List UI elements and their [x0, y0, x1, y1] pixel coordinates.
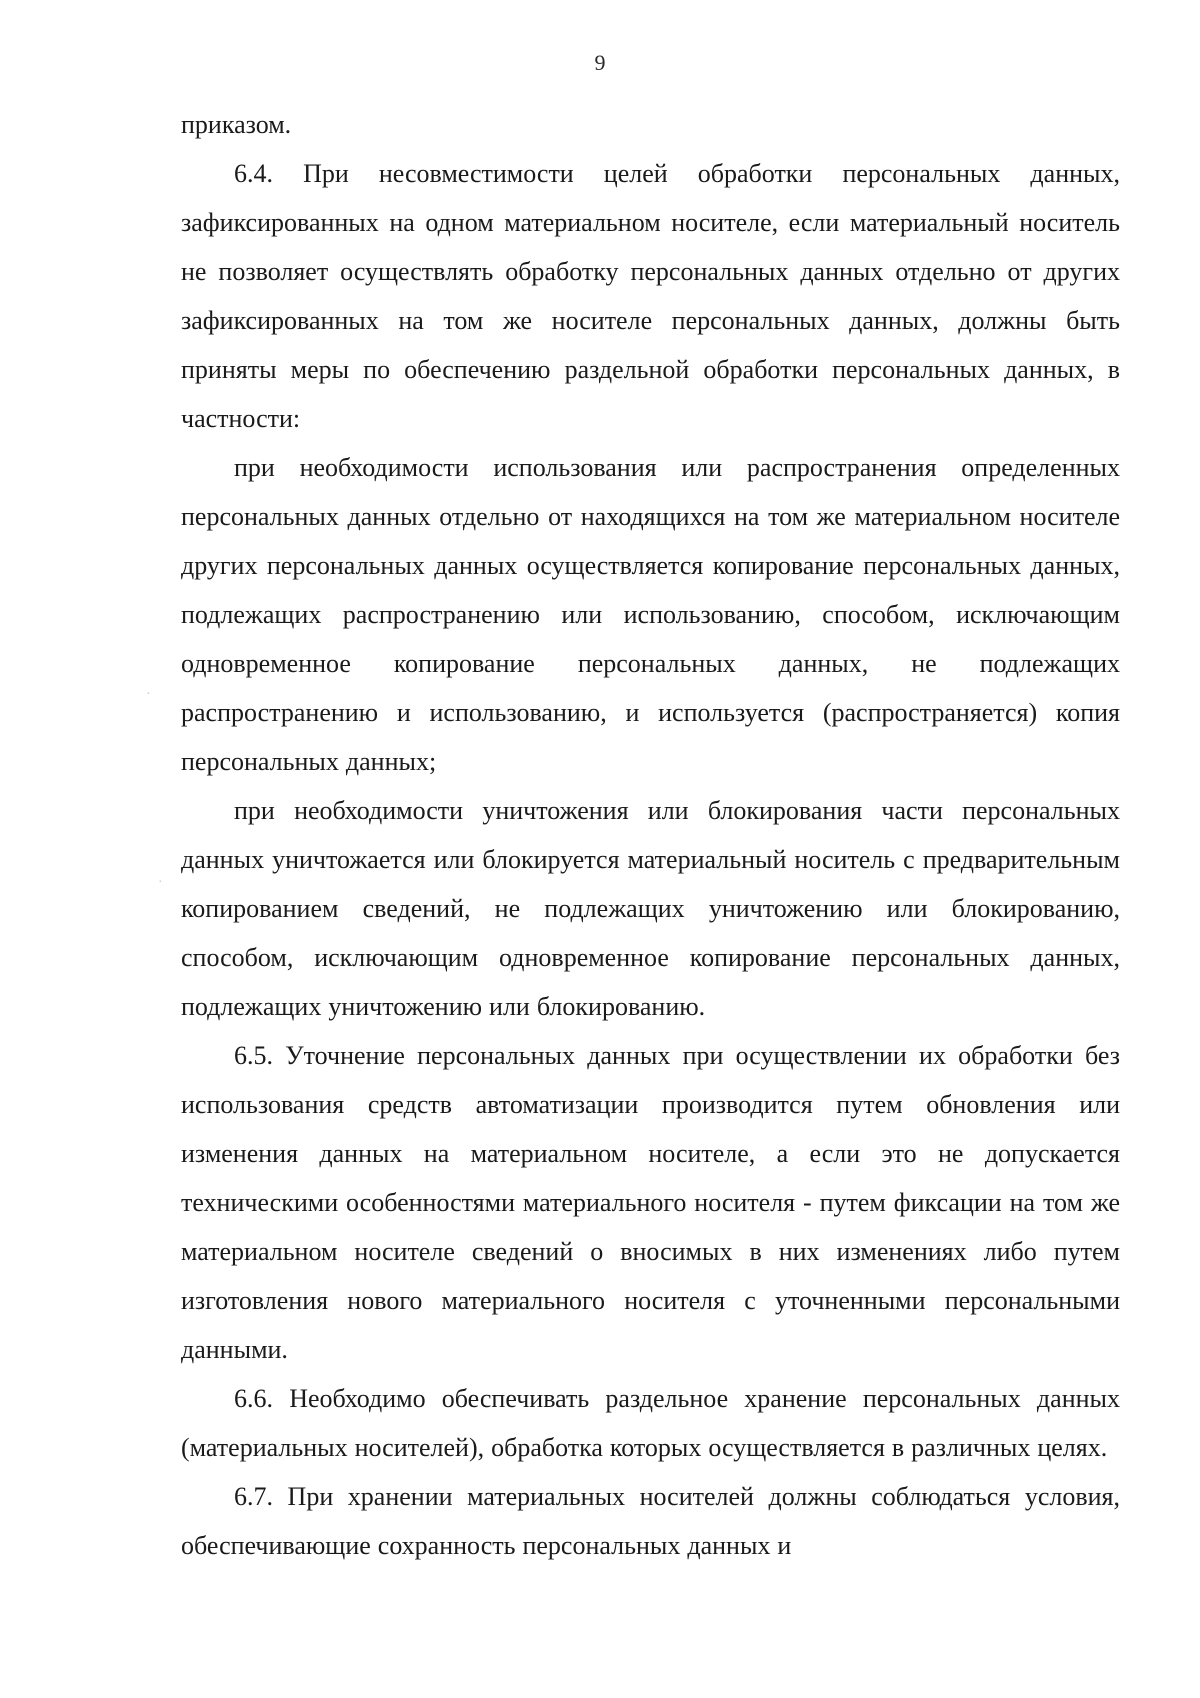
- document-body: [181, 100, 1120, 1570]
- paragraph-6-7: 6.7. При хранении материальных носителей должны соблюдаться условия, обеспечивающие сохранность персональных данных и: [181, 1482, 1120, 1560]
- page-number: 9: [594, 50, 606, 75]
- scan-artifact: ·: [158, 875, 163, 890]
- paragraph-6-4-item-2: при необходимости уничтожения или блокирования части персональных данных уничтожается или блокируется материальный носитель с предварительным копированием сведений, не подлежащих уничтожению или блокированию, способом, исключающим одновременное копирование персональных данных, подлежащих уничтожению или блокированию.: [181, 796, 1120, 1021]
- paragraph-continuation: приказом.: [181, 110, 292, 139]
- paragraph-6-4: 6.4. При несовместимости целей обработки персональных данных, зафиксированных на одном материальном носителе, если материальный носитель не позволяет осуществлять обработку персональных данных отдельно от других зафиксированных на том же носителе персональных данных, должны быть приняты меры по обеспечению раздельной обработки персональных данных, в частности:: [181, 159, 1120, 433]
- scan-artifact: ·: [146, 687, 151, 702]
- paragraph-6-5: 6.5. Уточнение персональных данных при осуществлении их обработки без использования средств автоматизации производится путем обновления или изменения данных на материальном носителе, а если это не допускается техническими особенностями материального носителя - путем фиксации на том же материальном носителе сведений о вносимых в них изменениях либо путем изготовления нового материального носителя с уточненными персональными данными.: [181, 1041, 1120, 1364]
- paragraph-6-6: 6.6. Необходимо обеспечивать раздельное хранение персональных данных (материальных носителей), обработка которых осуществляется в различных целях.: [181, 1384, 1120, 1462]
- paragraph-6-4-item-1: при необходимости использования или распространения определенных персональных данных отдельно от находящихся на том же материальном носителе других персональных данных осуществляется копирование персональных данных, подлежащих распространению или использованию, способом, исключающим одновременное копирование персональных данных, не подлежащих распространению и использованию, и используется (распространяется) копия персональных данных;: [181, 453, 1120, 776]
